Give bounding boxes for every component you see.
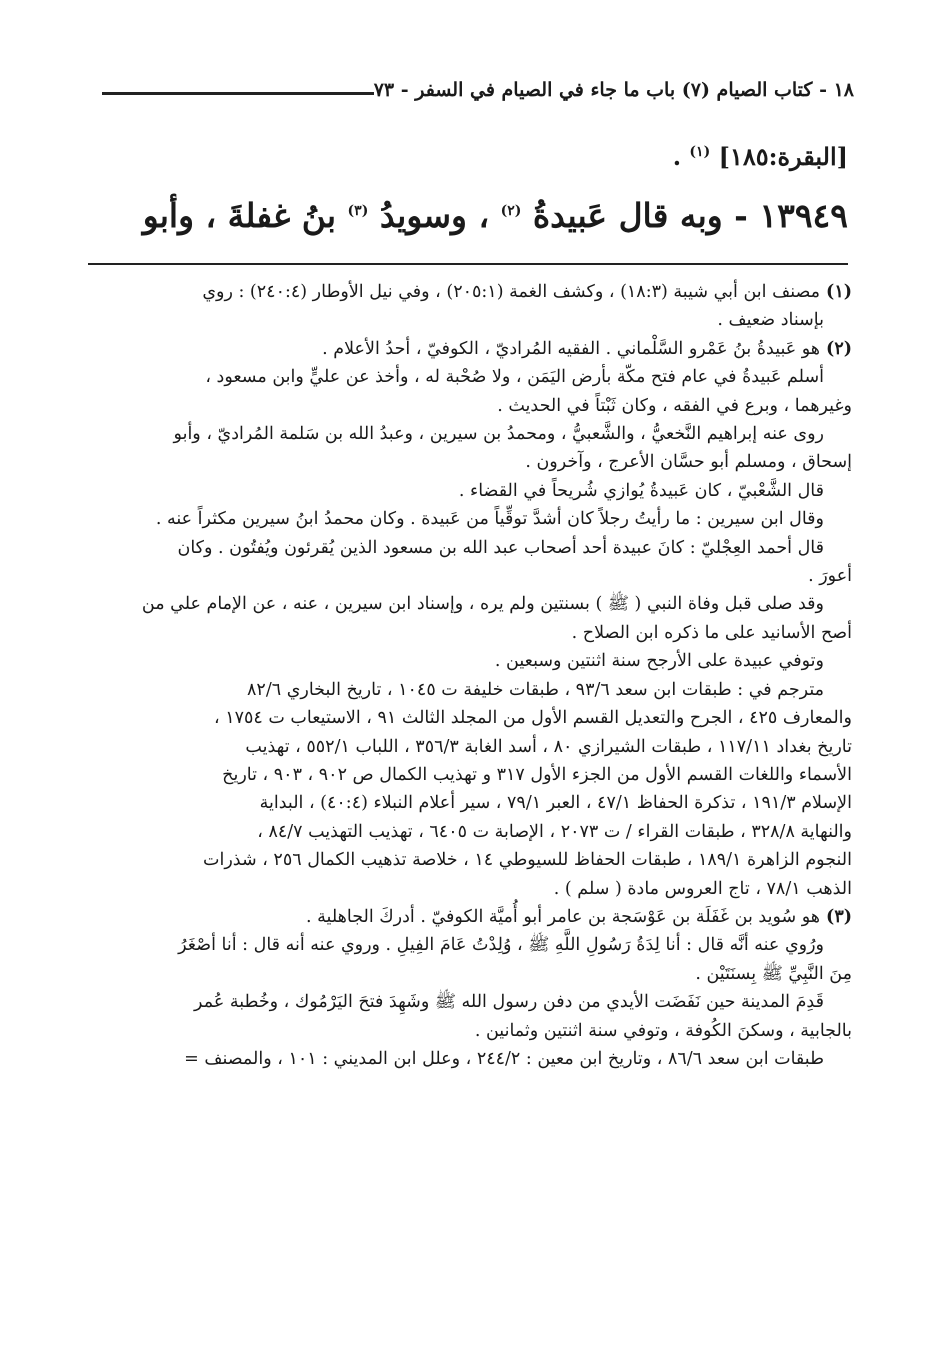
footnotes bbox=[86, 278, 852, 1073]
footnote-line: بإسناد ضعيف . bbox=[717, 310, 824, 331]
footnote-line: مصنف ابن أبي شيبة (١٨:٣) ، وكشف الغمة (٢٠٥:١) ، وفي نيل الأوطار (٢٤٠:٤) : روي bbox=[202, 282, 821, 302]
header-title: ١٨ - كتاب الصيام (٧) باب ما جاء في الصيام في السفر - ٧٣ bbox=[373, 79, 854, 101]
footnote-line: وتوفي عبيدة على الأرجح سنة اثنتين وسبعين . bbox=[494, 651, 824, 672]
footnote-line: مترجم في : طبقات ابن سعد ٩٣/٦ ، طبقات خليفة ت ١٠٤٥ ، تاريخ البخاري ٨٢/٦ bbox=[247, 679, 824, 700]
footnote-line: والنهاية ٣٢٨/٨ ، طبقات القراء / ت ٢٠٧٣ ، الإصابة ت ٦٤٠٥ ، تهذيب التهذيب ٨٤/٧ ، bbox=[257, 821, 852, 842]
footnote-line: تاريخ بغداد ١١٧/١١ ، طبقات الشيرازي ٨٠ ، أسد الغابة ٣٥٦/٣ ، اللباب ٥٥٢/١ ، تهذيب bbox=[245, 736, 852, 757]
footnote-line: والمعارف ٤٢٥ ، الجرح والتعديل القسم الأول من المجلد الثالث ٩١ ، الاستيعاب ت ١٧٥٤ ، bbox=[213, 708, 852, 729]
narration-line bbox=[88, 196, 848, 235]
footnote-line: مِنَ النَّبِيِّ ﷺ بِسنَتَيْن . bbox=[695, 963, 852, 984]
footnote-line: هو سُويد بن غَفَلَة بن عَوْسَجة بن عامر أبو أُميَّة الكوفيّ . أدركَ الجاهلية . bbox=[306, 906, 821, 927]
reference-text: [البقرة:١٨٥] bbox=[718, 142, 848, 171]
footnote-line: الذهب ٧٨/١ ، تاج العروس مادة ( سلم ) . bbox=[553, 878, 852, 899]
footnote-line: أعورَ . bbox=[808, 566, 852, 587]
footnote-line: النجوم الزاهرة ١٨٩/١ ، طبقات الحفاظ للسيوطي ١٤ ، خلاصة تذهيب الكمال ٢٥٦ ، شذرات bbox=[203, 850, 852, 871]
reference-end: . bbox=[672, 142, 682, 171]
footnote-line: وقد صلى قبل وفاة النبي ( ﷺ ) بسنتين ولم يره ، وإسناد ابن سيرين ، عنه ، عن الإمام علي من bbox=[141, 594, 824, 615]
footnote-line: هو عَبيدةُ بنُ عَمْرو السَّلْماني . الفقيه المُراديّ ، الكوفيّ ، أحدُ الأعلام . bbox=[322, 338, 821, 359]
footnote-number: (١) bbox=[826, 282, 852, 302]
footnote-line: بالجابية ، وسكنَ الكُوفة ، وتوفي سنة اثنتين وثمانين . bbox=[474, 1020, 852, 1041]
narration-text-b: ، وسويدُ bbox=[379, 196, 490, 235]
footnote-line: أسلم عَبيدةُ في عام فتح مكّة بأرض اليَمَن ، ولا صُحْبة له ، وأخذ عن عليٍّ وابن مسعود ، bbox=[205, 367, 824, 388]
quran-reference bbox=[88, 142, 848, 171]
footnote-line: وغيرهما ، وبرع في الفقه ، وكان ثَبْتاً في الحديث . bbox=[497, 395, 852, 416]
header-rule bbox=[102, 92, 374, 95]
footnote-line: قال الشَّعْبيّ ، كان عَبيدةُ يُوازي شُريحاً في القضاء . bbox=[458, 480, 824, 501]
footnote-line: قَدِمَ المدينة حين نَفَضَت الأيدي من دفن رسول الله ﷺ وشَهِدَ فتحَ اليَرْمُوك ، وخُطبة عُمر bbox=[194, 992, 824, 1013]
footnote-marker: (٣) bbox=[347, 203, 369, 219]
footnote-line: طبقات ابن سعد ٨٦/٦ ، وتاريخ ابن معين : ٢٤٤/٢ ، وعلل ابن المديني : ١٠١ ، والمصنف = bbox=[184, 1048, 824, 1069]
footnote-separator bbox=[88, 263, 848, 265]
footnote-line: الإسلام ١٩١/٣ ، تذكرة الحفاظ ٤٧/١ ، العبر ٧٩/١ ، سير أعلام النبلاء (٤٠:٤) ، البداية bbox=[259, 793, 852, 814]
footnote-number: (٢) bbox=[826, 338, 852, 359]
footnote-3 bbox=[86, 903, 852, 931]
footnote-marker: (٢) bbox=[500, 203, 522, 219]
footnote-line: الأسماء واللغات القسم الأول من الجزء الأول ٣١٧ و تهذيب الكمال ص ٩٠٢ ، ٩٠٣ ، تاريخ bbox=[222, 764, 852, 785]
narration-text-a: ١٣٩٤٩ - وبه قال عَبيدةُ bbox=[532, 196, 848, 235]
footnote-line: ورُوي عنه أنَّه قال : أنا لِدَةُ رَسُولِ اللَّهِ ﷺ ، وُلِدْتُ عَامَ الفِيلِ . وروي عنه أنه قال : أنا أصْغَرُ bbox=[178, 935, 824, 956]
footnote-line: روى عنه إبراهيم النَّخعيُّ ، والشَّعبيُّ ، ومحمدُ بن سيرين ، وعبدُ الله بن سَلمة المُراديّ ، وأبو bbox=[173, 424, 824, 445]
narration-text-c: بنُ غفلةَ ، وأبو bbox=[142, 196, 337, 235]
footnote-line: إسحاق ، ومسلم أبو حسَّان الأعرج ، وآخرون . bbox=[525, 452, 852, 473]
footnote-line: أصح الأسانيد على ما ذكره ابن الصلاح . bbox=[571, 622, 852, 643]
footnote-2 bbox=[86, 335, 852, 363]
footnote-number: (٣) bbox=[826, 906, 852, 927]
footnote-marker: (١) bbox=[689, 144, 711, 160]
footnote-line: قال أحمد العِجْليّ : كانَ عبيدة أحد أصحاب عبد الله بن مسعود الذين يُقرئون ويُفتُون . وكان bbox=[177, 537, 824, 558]
running-header bbox=[88, 68, 854, 112]
footnote-1 bbox=[86, 278, 852, 306]
footnote-line: وقال ابن سيرين : ما رأيتُ رجلاً كان أشدَّ توقِّياً من عَبيدة . وكان محمدُ ابنُ سيرين مكثراً عنه . bbox=[155, 509, 824, 530]
